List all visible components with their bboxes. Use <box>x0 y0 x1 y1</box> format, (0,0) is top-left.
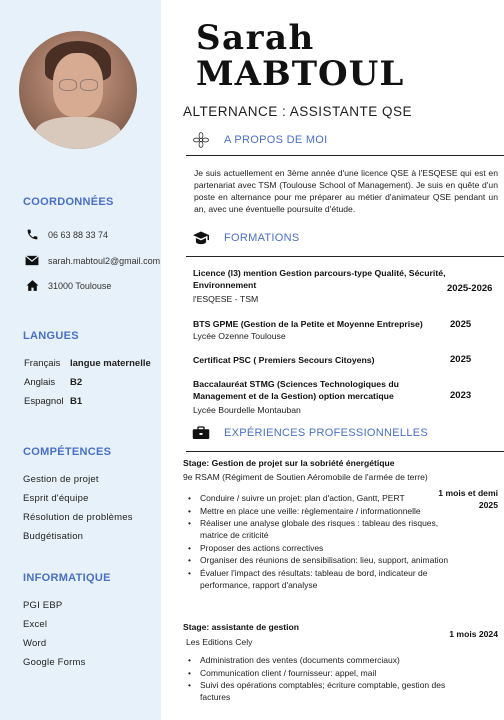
education-item-title: Licence (l3) mention Gestion parcours-type Qualité, Sécurité, Environnement <box>193 268 446 290</box>
phone-icon <box>23 228 41 241</box>
contact-email <box>23 254 160 267</box>
envelope-icon <box>23 254 41 267</box>
languages-title: LANGUES <box>23 330 79 342</box>
it-tool-item: Word <box>23 638 47 649</box>
experience-bullet: • Organiser des réunions de sensibilisation: lieu, support, animation <box>187 554 449 566</box>
contact-address <box>23 279 111 292</box>
about-text: Je suis actuellement en 3ème année d'une licence QSE à l'ESQESE qui est en partenariat avec TSM (Toulouse School of Management). Je suis en quête d'un poste en alternance pour me préparer au métier d'animateur QSE pendant un an, avec une éventuelle poursuite d'étude. <box>194 168 498 215</box>
briefcase-icon <box>190 424 212 442</box>
education-item-year: 2025-2026 <box>447 283 493 294</box>
education-item-school: l'ESQESE - TSM <box>193 294 259 304</box>
language-row <box>24 358 151 369</box>
experience-bullet: • Administration des ventes (documents commerciaux) <box>187 654 457 666</box>
skill-item: Résolution de problèmes <box>23 512 133 523</box>
experience-divider <box>186 451 504 452</box>
experience-item-org: 9e RSAM (Régiment de Soutien Aéromobile de l'armée de terre) <box>183 472 428 482</box>
language-name: Espagnol <box>24 396 64 407</box>
contact-title: COORDONNÉES <box>23 196 114 208</box>
experience-bullet: • Mettre en place une veille: règlementaire / informationnelle <box>187 505 449 517</box>
language-level: B2 <box>70 377 83 388</box>
experience-item-org: Les Editions Cely <box>186 637 253 647</box>
experience-bullets <box>187 654 457 704</box>
experience-item-date: 1 mois 2024 <box>449 629 498 639</box>
skills-title: COMPÉTENCES <box>23 446 112 458</box>
phone-text: 06 63 88 33 74 <box>48 229 109 240</box>
experience-bullet: • Communication client / fournisseur: appel, mail <box>187 667 457 679</box>
it-title: INFORMATIQUE <box>23 572 111 584</box>
experience-bullets <box>187 492 449 591</box>
it-tool-item: PGI EBP <box>23 600 63 611</box>
experience-item-title: Stage: assistante de gestion <box>183 622 300 632</box>
education-item-school: Lycée Bourdelle Montauban <box>193 405 301 415</box>
language-row <box>24 396 82 407</box>
education-item-title: Certificat PSC ( Premiers Secours Citoyens) <box>193 355 375 365</box>
education-section-header <box>190 229 300 247</box>
experience-bullet: • Suivi des opérations comptables; écriture comptable, gestion des factures <box>187 679 457 703</box>
about-divider <box>186 155 504 156</box>
education-item-year: 2025 <box>450 354 472 365</box>
education-title: FORMATIONS <box>224 232 300 244</box>
experience-bullet: • Réaliser une analyse globale des risques : tableau des risques, matrice de criticité <box>187 517 449 541</box>
about-title: A PROPOS DE MOI <box>224 134 328 146</box>
first-name: Sarah <box>196 18 315 58</box>
experience-bullet: • Conduire / suivre un projet: plan d'action, Gantt, PERT <box>187 492 449 504</box>
language-level: langue maternelle <box>70 358 151 369</box>
last-name: MABTOUL <box>196 54 405 94</box>
about-section-header <box>190 131 328 149</box>
skill-item: Gestion de projet <box>23 474 99 485</box>
graduation-cap-icon <box>190 229 212 247</box>
experience-title: EXPÉRIENCES PROFESSIONNELLES <box>224 427 429 439</box>
flower-icon <box>190 131 212 149</box>
education-item-school: Lycée Ozenne Toulouse <box>193 331 286 341</box>
email-text: sarah.mabtoul2@gmail.com <box>48 255 161 266</box>
skill-item: Esprit d'équipe <box>23 493 89 504</box>
skill-item: Budgétisation <box>23 531 84 542</box>
experience-section-header <box>190 424 428 442</box>
contact-phone <box>23 228 108 241</box>
home-icon <box>23 279 41 292</box>
language-row <box>24 377 82 388</box>
language-name: Français <box>24 358 61 369</box>
education-divider <box>186 256 504 257</box>
language-name: Anglais <box>24 377 56 388</box>
language-level: B1 <box>70 396 83 407</box>
education-item-title: Baccalauréat STMG (Sciences Technologiques du Management et de la Gestion) option mercatique <box>193 379 399 401</box>
experience-item-title: Stage: Gestion de projet sur la sobriété énergétique <box>183 458 395 468</box>
address-text: 31000 Toulouse <box>48 280 112 291</box>
education-item-year: 2025 <box>450 319 472 330</box>
education-item-year: 2023 <box>450 390 472 401</box>
it-tool-item: Excel <box>23 619 48 630</box>
sidebar <box>0 0 161 720</box>
profile-photo <box>19 31 137 149</box>
it-tool-item: Google Forms <box>23 657 86 668</box>
experience-item-date: 1 mois et demi 2025 <box>438 488 498 510</box>
headline: ALTERNANCE : ASSISTANTE QSE <box>183 104 413 119</box>
experience-bullet: • Proposer des actions correctives <box>187 542 449 554</box>
experience-bullet: • Évaluer l'impact des résultats: tableau de bord, indicateur de performance, rapport d'analyse <box>187 567 449 591</box>
education-item-title: BTS GPME (Gestion de la Petite et Moyenne Entreprise) <box>193 319 423 329</box>
